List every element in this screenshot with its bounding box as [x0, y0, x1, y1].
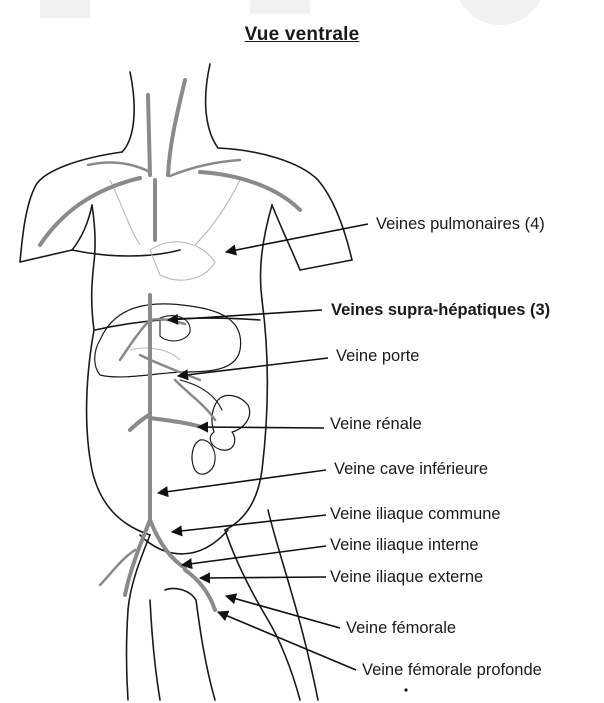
arrow-iliaque-externe	[200, 577, 326, 578]
label-veine-iliaque-externe: Veine iliaque externe	[330, 568, 484, 586]
label-veine-porte: Veine porte	[336, 347, 420, 365]
diagram-title: Vue ventrale	[244, 24, 360, 45]
stray-dot	[404, 688, 407, 691]
label-veine-femorale-profonde: Veine fémorale profonde	[362, 661, 542, 679]
arrow-iliaque-commune	[172, 515, 326, 532]
veins	[40, 80, 300, 610]
arrow-porte	[178, 358, 328, 376]
pointer-lines	[158, 224, 368, 670]
label-veine-renale: Veine rénale	[330, 415, 422, 433]
label-veine-iliaque-commune: Veine iliaque commune	[330, 505, 501, 523]
arrow-cave-inf	[158, 470, 326, 493]
label-veine-cave-inferieure: Veine cave inférieure	[334, 460, 489, 478]
label-veine-iliaque-interne: Veine iliaque interne	[330, 536, 479, 554]
arrow-renale	[198, 427, 324, 428]
watermark	[40, 0, 545, 25]
label-veine-femorale: Veine fémorale	[346, 619, 457, 637]
label-veines-pulmonaires: Veines pulmonaires (4)	[376, 215, 545, 233]
organ-outlines	[95, 180, 250, 474]
label-veines-supra-hepatiques: Veines supra-hépatiques (3)	[331, 301, 551, 319]
